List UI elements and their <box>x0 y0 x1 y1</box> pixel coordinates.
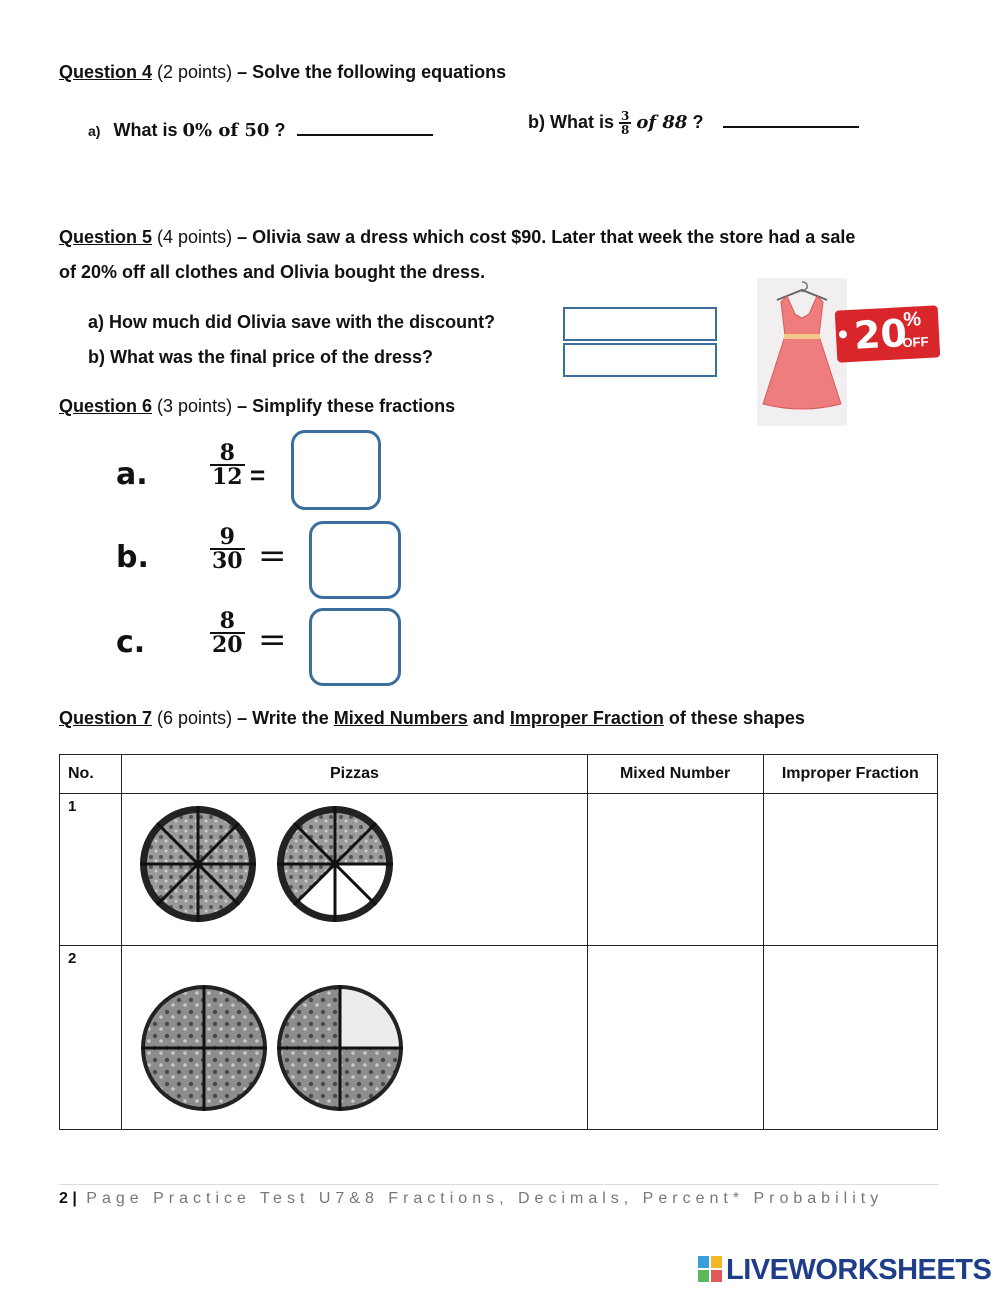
q6-a-fraction <box>210 442 245 488</box>
q4-label: Question 4 <box>59 62 153 82</box>
q4-title: – Solve the following equations <box>232 62 507 82</box>
q5-a-answer-box[interactable] <box>563 307 717 341</box>
q4-part-a <box>88 116 433 141</box>
q6-title: – Simplify these fractions <box>232 396 456 416</box>
q6-b-answer-box[interactable] <box>309 521 401 599</box>
q6-a-equals: = <box>250 460 266 490</box>
q6-c-equals: = <box>258 620 287 660</box>
q6-b-numerator: 9 <box>219 524 235 550</box>
dress-icon <box>757 278 847 426</box>
q6-c-letter: c. <box>116 625 146 660</box>
table-row <box>60 946 938 1130</box>
q6-c-fraction <box>210 610 245 656</box>
tag-percent-value: 20 <box>852 311 909 358</box>
q5-points: (4 points) <box>157 227 233 247</box>
row-2-no: 2 <box>60 946 122 1130</box>
q4-b-math: of 88 <box>636 112 688 133</box>
row-1-pizzas <box>122 794 587 946</box>
q4-part-b <box>528 108 859 136</box>
row-2-pizzas <box>122 946 587 1130</box>
header-improper-fraction: Improper Fraction <box>763 755 937 794</box>
q6-b-denominator: 30 <box>212 548 243 574</box>
pizza-quarters-icon <box>140 984 420 1114</box>
row-1-improper-fraction-cell[interactable] <box>763 794 937 946</box>
q5-part-b: b) What was the final price of the dress? <box>88 347 434 367</box>
footer-page-number: 2 | <box>59 1190 77 1207</box>
q6-a-numerator: 8 <box>219 440 235 466</box>
q4-b-denominator: 8 <box>621 123 630 138</box>
q4-b-numerator: 3 <box>621 109 630 124</box>
tag-percent-sign: % <box>902 308 922 332</box>
q6-b-letter: b. <box>116 540 149 575</box>
q7-points: (6 points) <box>157 708 233 728</box>
q4-heading <box>59 62 506 83</box>
row-1-mixed-number-cell[interactable] <box>587 794 763 946</box>
q4-b-text: b) What is <box>528 112 614 132</box>
q6-heading <box>59 396 455 417</box>
q7-label: Question 7 <box>59 708 153 728</box>
q6-a-letter: a. <box>116 457 148 492</box>
q7-mixed-numbers: Mixed Numbers <box>333 708 468 728</box>
dress-image <box>757 278 847 426</box>
q5-part-a: a) How much did Olivia save with the discount? <box>88 312 496 332</box>
q5-b-answer-box[interactable] <box>563 343 717 377</box>
footer <box>59 1190 883 1208</box>
discount-tag <box>835 305 941 362</box>
q4-points: (2 points) <box>157 62 233 82</box>
q6-a-answer-box[interactable] <box>291 430 381 510</box>
q7-improper-fraction: Improper Fraction <box>509 708 664 728</box>
row-1-no: 1 <box>60 794 122 946</box>
pizza-table <box>59 754 938 1130</box>
q4-a-answer-line[interactable] <box>297 116 433 136</box>
q5-text: – Olivia saw a dress which cost $90. Later that week the store had a sale <box>232 227 856 247</box>
row-2-improper-fraction-cell[interactable] <box>763 946 937 1130</box>
q6-c-numerator: 8 <box>219 608 235 634</box>
q6-label: Question 6 <box>59 396 153 416</box>
q6-c-denominator: 20 <box>212 632 243 658</box>
q6-a-denominator: 12 <box>212 464 243 490</box>
table-row <box>60 794 938 946</box>
q6-c-answer-box[interactable] <box>309 608 401 686</box>
header-mixed-number: Mixed Number <box>587 755 763 794</box>
tag-off-label: OFF <box>902 333 929 351</box>
q7-text-2: and <box>467 708 510 728</box>
q4-a-text: What is <box>113 120 178 140</box>
q4-a-question-mark: ? <box>274 120 286 140</box>
footer-rule <box>59 1184 939 1185</box>
liveworksheets-brand[interactable]: LIVEWORKSHEETS <box>726 1254 992 1286</box>
q5-text-line2: of 20% off all clothes and Olivia bought the dress. <box>59 262 486 282</box>
table-header-row <box>60 755 938 794</box>
tag-hole <box>839 330 847 338</box>
q4-b-question-mark: ? <box>692 112 704 132</box>
header-pizzas: Pizzas <box>122 755 587 794</box>
q4-b-answer-line[interactable] <box>723 108 859 128</box>
liveworksheets-logo-icon <box>698 1256 722 1282</box>
header-no: No. <box>60 755 122 794</box>
q6-b-equals: = <box>258 536 287 576</box>
pizza-eighths-icon <box>138 804 408 924</box>
q4-a-letter: a) <box>88 123 101 139</box>
q6-b-fraction <box>210 526 245 572</box>
q5-heading <box>59 227 959 248</box>
q5-label: Question 5 <box>59 227 153 247</box>
q7-text-1: – Write the <box>232 708 334 728</box>
q7-text-3: of these shapes <box>663 708 805 728</box>
row-2-mixed-number-cell[interactable] <box>587 946 763 1130</box>
q4-b-fraction <box>619 110 631 136</box>
footer-text: Page Practice Test U7&8 Fractions, Decimals, Percent* Probability <box>86 1190 884 1207</box>
q4-a-math: 0% of 50 <box>182 120 270 141</box>
q6-points: (3 points) <box>157 396 233 416</box>
q7-heading <box>59 708 805 729</box>
